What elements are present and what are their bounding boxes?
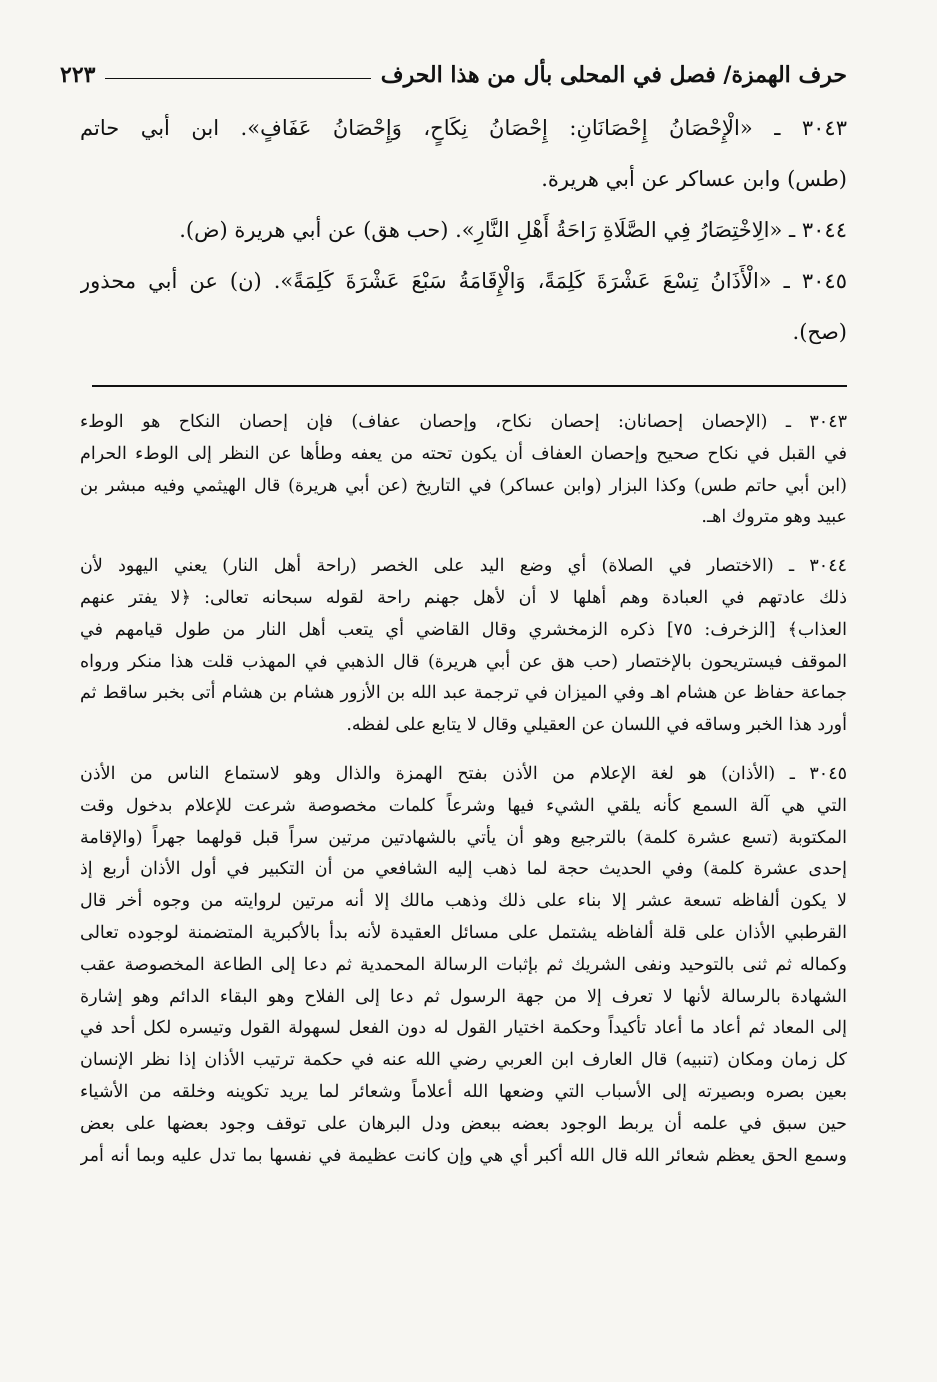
running-title: حرف الهمزة/ فصل في المحلى بأل من هذا الحرف <box>380 62 847 88</box>
commentary-line: وسمع الحق يعظم شعائر الله قال الله أكبر أي هي وإن كانت عظيمة في نفسها بما تدل عليه وبما أنه أمر <box>80 1145 847 1166</box>
commentary-line: (ابن أبي حاتم طس) وكذا البزار (وابن عساكر) في التاريخ (عن أبي هريرة) قال الهيثمي وفيه مبشر بن <box>80 475 847 496</box>
commentary-line: حين سبق في علمه أن يربط الوجود بعضه ببعض ودل البرهان على توقف وجود بعضها على بعض <box>80 1113 847 1134</box>
header-rule <box>105 78 370 79</box>
commentary-3043 <box>80 407 847 534</box>
section-divider <box>92 385 847 387</box>
commentary-line: التي هي آلة السمع كأنه يلقي الشيء فيها وشرعاً كلمات مخصوصة شرعت للإعلام بدخول وقت <box>80 795 847 816</box>
commentary-line: جماعة حفاظ عن هشام اهـ وفي الميزان في ترجمة عبد الله بن الأزور هشام بن هشام أتى بخبر ساقط ثم <box>80 683 847 704</box>
commentary-line: ذلك عادتهم في العبادة وهم أهلها لا أن لأهل جهنم راحة لقوله سبحانه تعالى: ﴿لا يفتر عنهم <box>80 587 847 608</box>
commentary-line: بعين بصره وبصيرته إلى الأسباب التي وضعها الله أعلاماً وشعائر لما يريد تكوينه وخلقه من الأشياء <box>80 1081 847 1102</box>
commentary-line: الشهادة بالرسالة لأنها لا تعرف إلا من جهة الرسول ثم دعا إلى الفلاح وهو البقاء الدائم وهو إشارة <box>80 986 847 1007</box>
hadith-text <box>80 103 847 358</box>
hadith-3043-line: (طس) وابن عساكر عن أبي هريرة. <box>541 167 847 191</box>
commentary-line: إلى المعاد ثم أعاد ما أعاد تأكيداً وحكمة اختيار القول له دون الفعل لسهولة القول وتيسره لكل أحد في <box>80 1018 847 1039</box>
commentary-line: ٣٠٤٣ ـ (الإحصان إحصانان: إحصان نكاح، وإحصان عفاف) فإن إحصان النكاح هو الوطء <box>80 412 847 432</box>
commentary-line: الموقف فيستريحون بالإختصار (حب هق عن أبي هريرة) قال الذهبي في المهذب قلت هذا منكر ورواه <box>80 651 847 672</box>
commentary-line: ٣٠٤٤ ـ (الاختصار في الصلاة) أي وضع اليد على الخصر (راحة أهل النار) يعني اليهود لأن <box>80 556 847 577</box>
hadith-3045-line: (صح). <box>792 320 847 344</box>
commentary-3044 <box>80 551 847 742</box>
commentary-line: وكماله ثم ثنى بالتوحيد ونفى الشريك ثم بإثبات الرسالة المحمدية ثم دعا إلى الطاعة المخصوصة عقب <box>80 954 847 975</box>
hadith-3043-line: ٣٠٤٣ ـ «الْإِحْصَانُ إِحْصَانَانِ: إِحْصَانُ نِكَاحٍ، وَإِحْصَانُ عَفَافٍ». ابن أبي حاتم <box>80 116 847 140</box>
hadith-3044-line: ٣٠٤٤ ـ «الِاخْتِصَارُ فِي الصَّلَاةِ رَاحَةُ أَهْلِ النَّارِ». (حب هق) عن أبي هريرة (ض). <box>179 218 847 242</box>
commentary-line: القرطبي الأذان على قلة ألفاظه يشتمل على مسائل العقيدة لأنه بدأ بالأكبرية المتضمنة لوجوده تعالى <box>80 922 847 943</box>
commentary-line: أورد هذا الخبر وساقه في اللسان عن العقيلي وقال لا يتابع على لفظه. <box>346 715 847 736</box>
commentary-3045 <box>80 759 847 1172</box>
commentary-line: عبيد وهو متروك اهـ. <box>701 507 847 528</box>
commentary-line: كل زمان ومكان (تنبيه) قال العارف ابن العربي رضي الله عنه في حكمة ترتيب الأذان إذا نظر الإنسان <box>80 1050 847 1071</box>
commentary-line: في القبل في نكاح صحيح وإحصان العفاف أن يكون تحته من يعفه وطأها عن النظر إلى الوطء الحرام <box>80 443 847 464</box>
commentary-line: العذاب﴾ [الزخرف: ٧٥] ذكره الزمخشري وقال القاضي أي يتعب أهل النار من طول قيامهم في <box>80 619 847 640</box>
commentary-line: ٣٠٤٥ ـ (الأذان) هو لغة الإعلام من الأذن بفتح الهمزة والذال وهو لاستماع الناس من الأذن <box>80 763 847 784</box>
page-header <box>60 48 847 88</box>
page-number: ٢٢٣ <box>60 62 96 88</box>
hadith-3045-line: ٣٠٤٥ ـ «الْأَذَانُ تِسْعَ عَشْرَةَ كَلِمَةً، وَالْإِقَامَةُ سَبْعَ عَشْرَةَ كَلِمَةً». (ن) عن أبي محذور <box>80 269 847 293</box>
commentary-line: لا يكون ألفاظه تسعة عشر إلا بناء على ذلك وذهب مالك إلا أنه مرتين لروايته من وجوه أخر قال <box>80 891 847 912</box>
commentary-line: إحدى عشرة كلمة) وفي الحديث حجة لما ذهب إليه الشافعي من أن التكبير في أول الأذان أربع إذ <box>80 859 847 880</box>
commentary-line: المكتوبة (تسع عشرة كلمة) بالترجيع وهو أن يأتي بالشهادتين مرتين سراً قبل قولهما جهراً (والإقامة <box>80 827 847 848</box>
commentary-text <box>80 407 847 1172</box>
